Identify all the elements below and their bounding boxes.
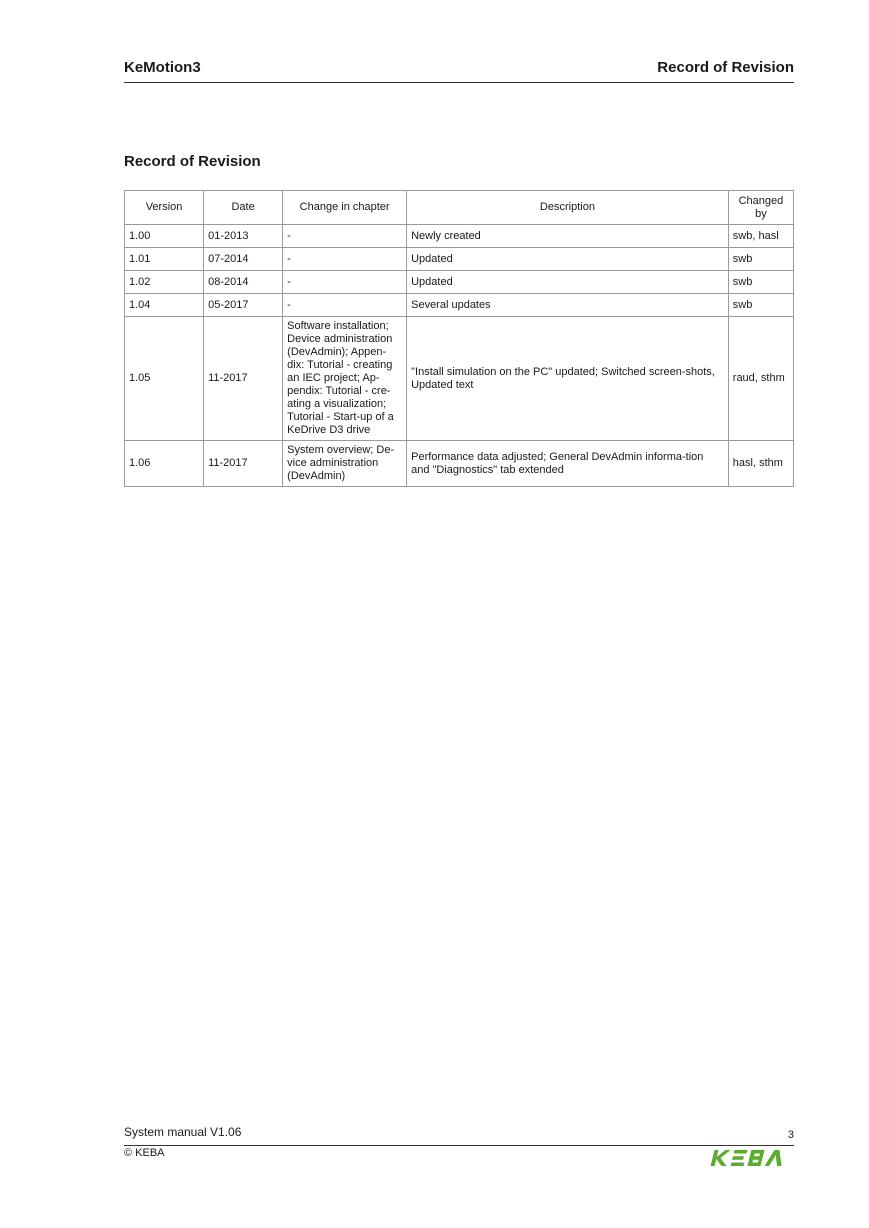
keba-logo	[708, 1148, 796, 1168]
cell-version: 1.00	[125, 225, 204, 248]
cell-chapter: -	[283, 294, 407, 317]
revision-table	[124, 190, 794, 487]
table-row	[125, 271, 794, 294]
cell-date: 01-2013	[204, 225, 283, 248]
manual-version: System manual V1.06	[124, 1125, 242, 1139]
cell-changed-by: swb, hasl	[728, 225, 793, 248]
table-row	[125, 294, 794, 317]
cell-description: Updated	[407, 271, 729, 294]
cell-version: 1.06	[125, 441, 204, 487]
cell-changed-by: raud, sthm	[728, 317, 793, 441]
page-number: 3	[787, 1129, 794, 1141]
table-row	[125, 248, 794, 271]
page-footer	[124, 1125, 794, 1146]
cell-date: 11-2017	[204, 317, 283, 441]
cell-date: 11-2017	[204, 441, 283, 487]
cell-date: 08-2014	[204, 271, 283, 294]
page-header	[124, 58, 794, 83]
cell-changed-by: swb	[728, 271, 793, 294]
document-title: KeMotion3	[124, 59, 201, 76]
header-changed-by: Changed by	[728, 191, 793, 225]
cell-description: Newly created	[407, 225, 729, 248]
cell-version: 1.04	[125, 294, 204, 317]
cell-changed-by: swb	[728, 294, 793, 317]
cell-description: Several updates	[407, 294, 729, 317]
cell-description: Performance data adjusted; General DevAdmin informa-tion and "Diagnostics" tab extended	[407, 441, 729, 487]
cell-date: 07-2014	[204, 248, 283, 271]
header-version: Version	[125, 191, 204, 225]
cell-chapter: System overview; De-vice administration (DevAdmin)	[283, 441, 407, 487]
header-date: Date	[204, 191, 283, 225]
cell-version: 1.01	[125, 248, 204, 271]
cell-version: 1.02	[125, 271, 204, 294]
cell-version: 1.05	[125, 317, 204, 441]
table-row	[125, 317, 794, 441]
table-row	[125, 441, 794, 487]
copyright: © KEBA	[124, 1147, 165, 1159]
header-description: Description	[407, 191, 729, 225]
cell-chapter: Software installation; Device administration (DevAdmin); Appen-dix: Tutorial - creating an IEC project; Ap-pendix: Tutorial - cre-ating a visualization; Tutorial - Start-up of a KeDrive D3 drive	[283, 317, 407, 441]
cell-changed-by: hasl, sthm	[728, 441, 793, 487]
cell-chapter: -	[283, 225, 407, 248]
chapter-title: Record of Revision	[657, 59, 794, 76]
cell-description: "Install simulation on the PC" updated; Switched screen-shots, Updated text	[407, 317, 729, 441]
table-row	[125, 225, 794, 248]
section-heading: Record of Revision	[124, 153, 261, 170]
cell-chapter: -	[283, 248, 407, 271]
cell-description: Updated	[407, 248, 729, 271]
header-chapter: Change in chapter	[283, 191, 407, 225]
cell-chapter: -	[283, 271, 407, 294]
cell-date: 05-2017	[204, 294, 283, 317]
table-header-row	[125, 191, 794, 225]
cell-changed-by: swb	[728, 248, 793, 271]
